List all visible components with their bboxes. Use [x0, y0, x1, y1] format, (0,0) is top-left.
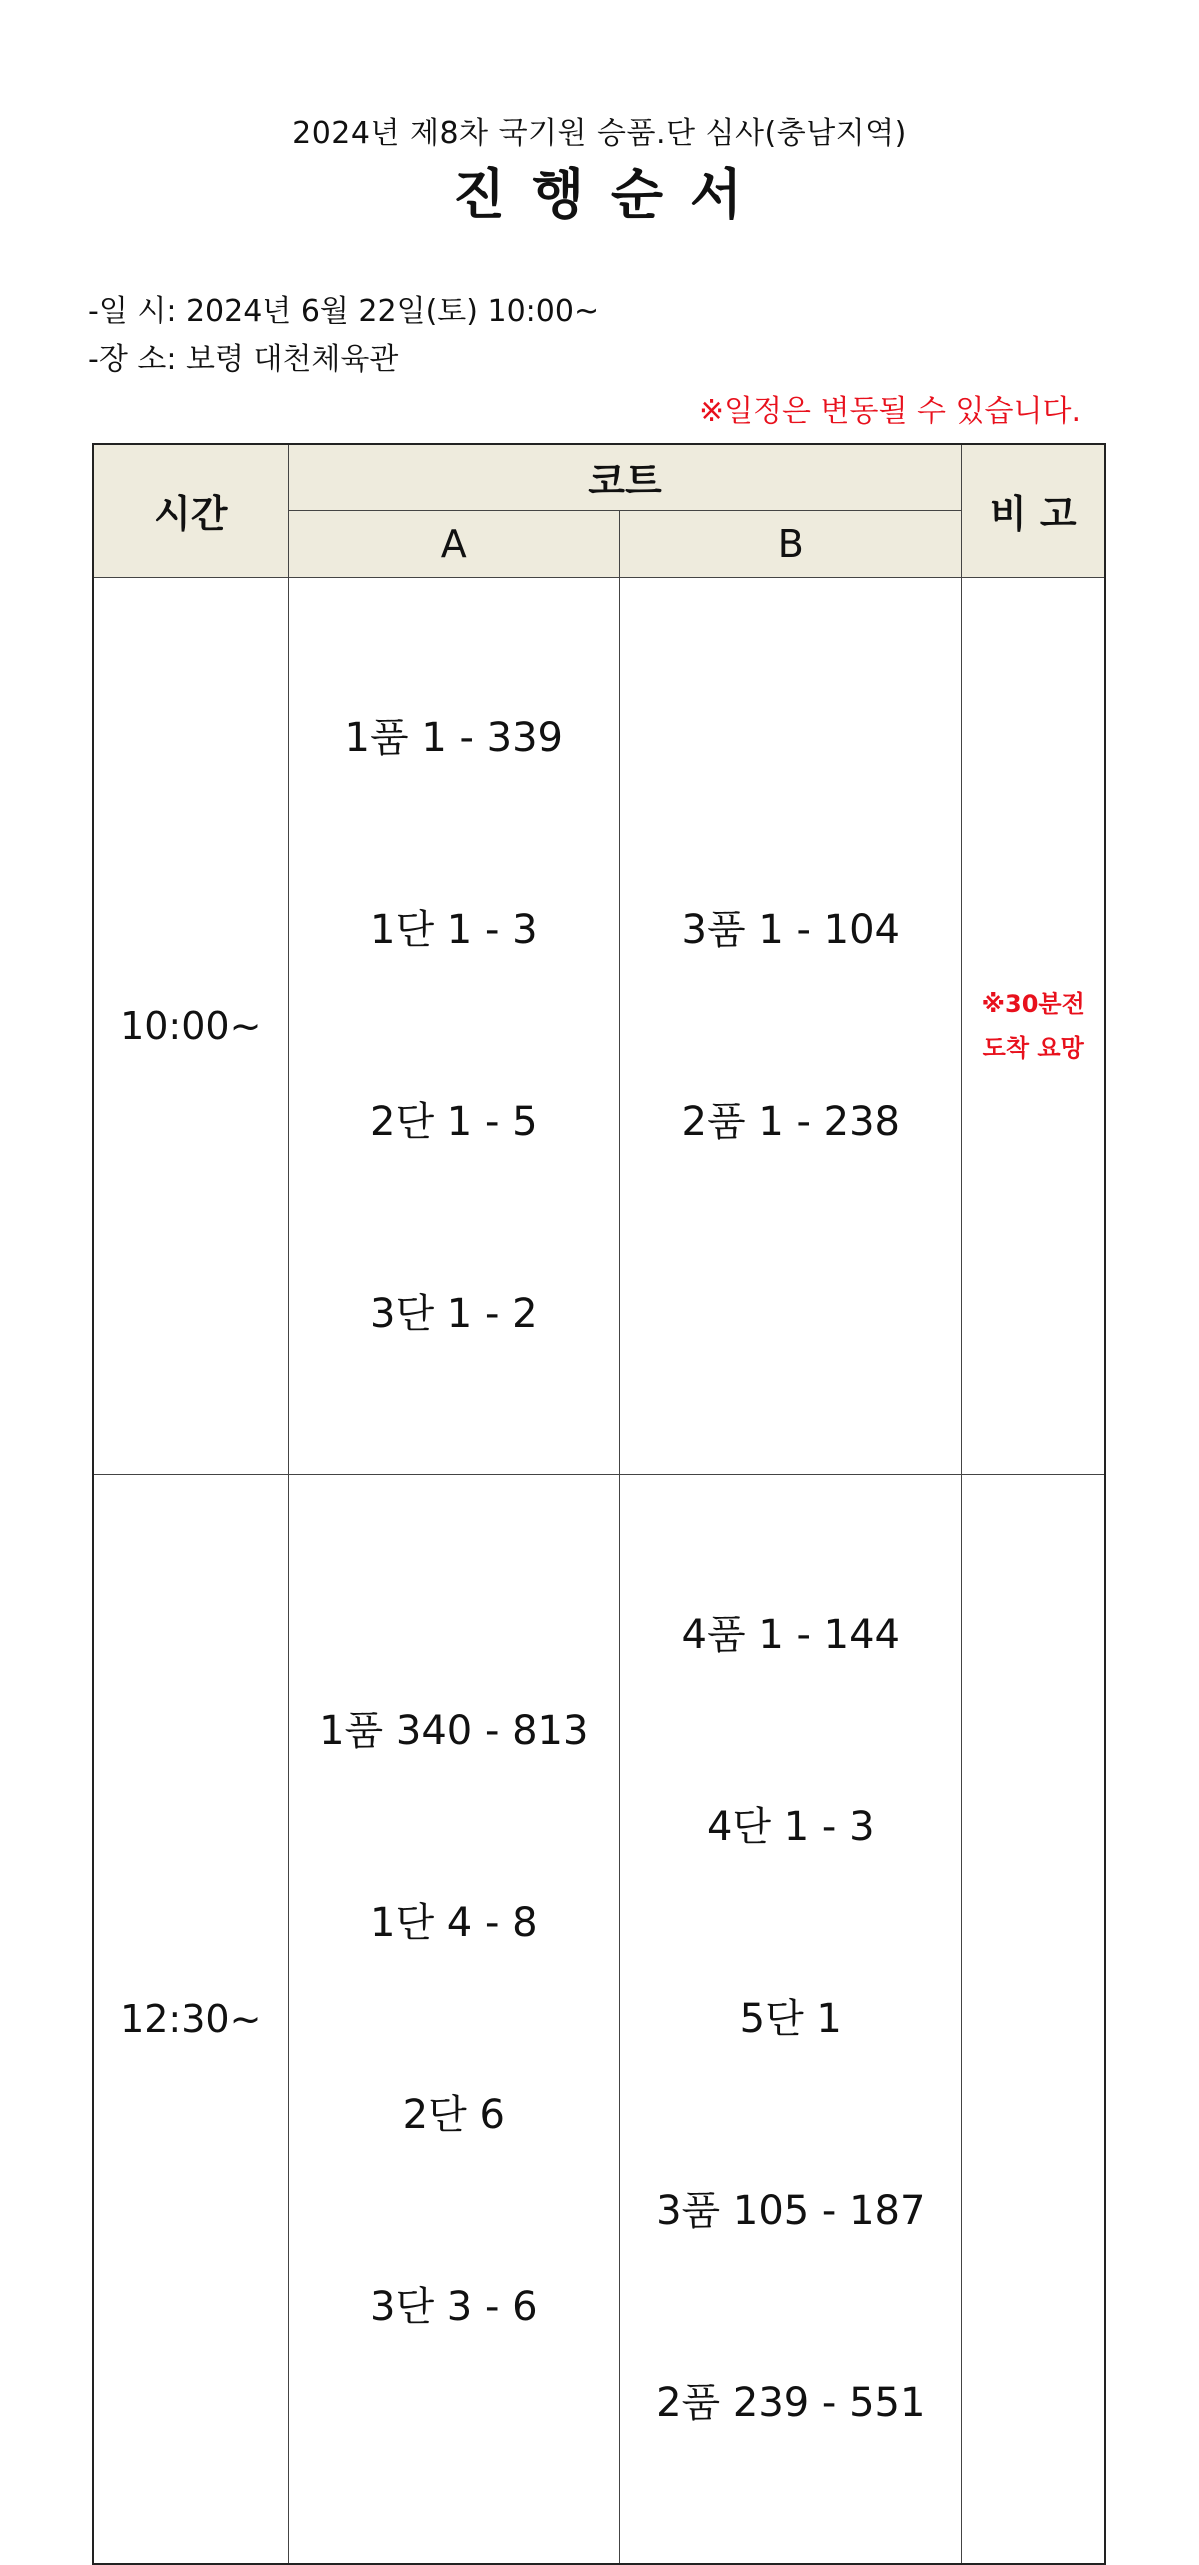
list-item: 2단 1 - 5: [370, 1098, 538, 1145]
remark-line: 도착 요망: [982, 1033, 1084, 1062]
court-b-cell: [620, 577, 962, 1474]
time-cell: 10:00~: [93, 577, 288, 1474]
court-a-cell: [288, 577, 620, 1474]
list-item: 4품 1 - 144: [681, 1611, 900, 1658]
document-subtitle: 2024년 제8차 국기원 승품.단 심사(충남지역): [292, 116, 907, 151]
list-item: 3단 1 - 2: [370, 1290, 538, 1337]
list-item: 2품 1 - 238: [681, 1098, 900, 1145]
list-item: 1단 4 - 8: [370, 1899, 538, 1946]
schedule-table: [92, 443, 1106, 2565]
court-b-cell: [620, 1474, 962, 2564]
list-item: 4단 1 - 3: [706, 1803, 875, 1850]
remark-line: ※30분전: [981, 989, 1085, 1018]
list-item: 3품 105 - 187: [656, 2187, 926, 2234]
list-item: 1품 1 - 339: [344, 714, 564, 761]
header-remarks: 비 고: [962, 444, 1105, 577]
list-item: 1품 340 - 813: [319, 1707, 589, 1754]
time-cell: 12:30~: [93, 1474, 288, 2564]
header-time: 시간: [93, 444, 288, 577]
schedule-change-notice: ※일정은 변동될 수 있습니다.: [698, 394, 1081, 429]
event-place: -장 소: 보령 대천체육관: [88, 342, 399, 377]
list-item: 5단 1: [739, 1995, 842, 2042]
header-court: 코트: [288, 444, 962, 510]
event-date: -일 시: 2024년 6월 22일(토) 10:00~: [88, 294, 600, 329]
list-item: 3단 3 - 6: [370, 2283, 538, 2330]
header-court-a: A: [288, 510, 620, 577]
header-court-b: B: [620, 510, 962, 577]
list-item: 2단 6: [402, 2091, 505, 2138]
remarks-cell: [962, 1474, 1105, 2564]
list-item: 3품 1 - 104: [681, 906, 900, 953]
list-item: 1단 1 - 3: [370, 906, 538, 953]
list-item: 2품 239 - 551: [656, 2379, 926, 2426]
table-row: [93, 1474, 1105, 2564]
table-row: [93, 577, 1105, 1474]
document-title: 진 행 순 서: [452, 163, 747, 226]
court-a-cell: [288, 1474, 620, 2564]
remarks-cell: [962, 577, 1105, 1474]
